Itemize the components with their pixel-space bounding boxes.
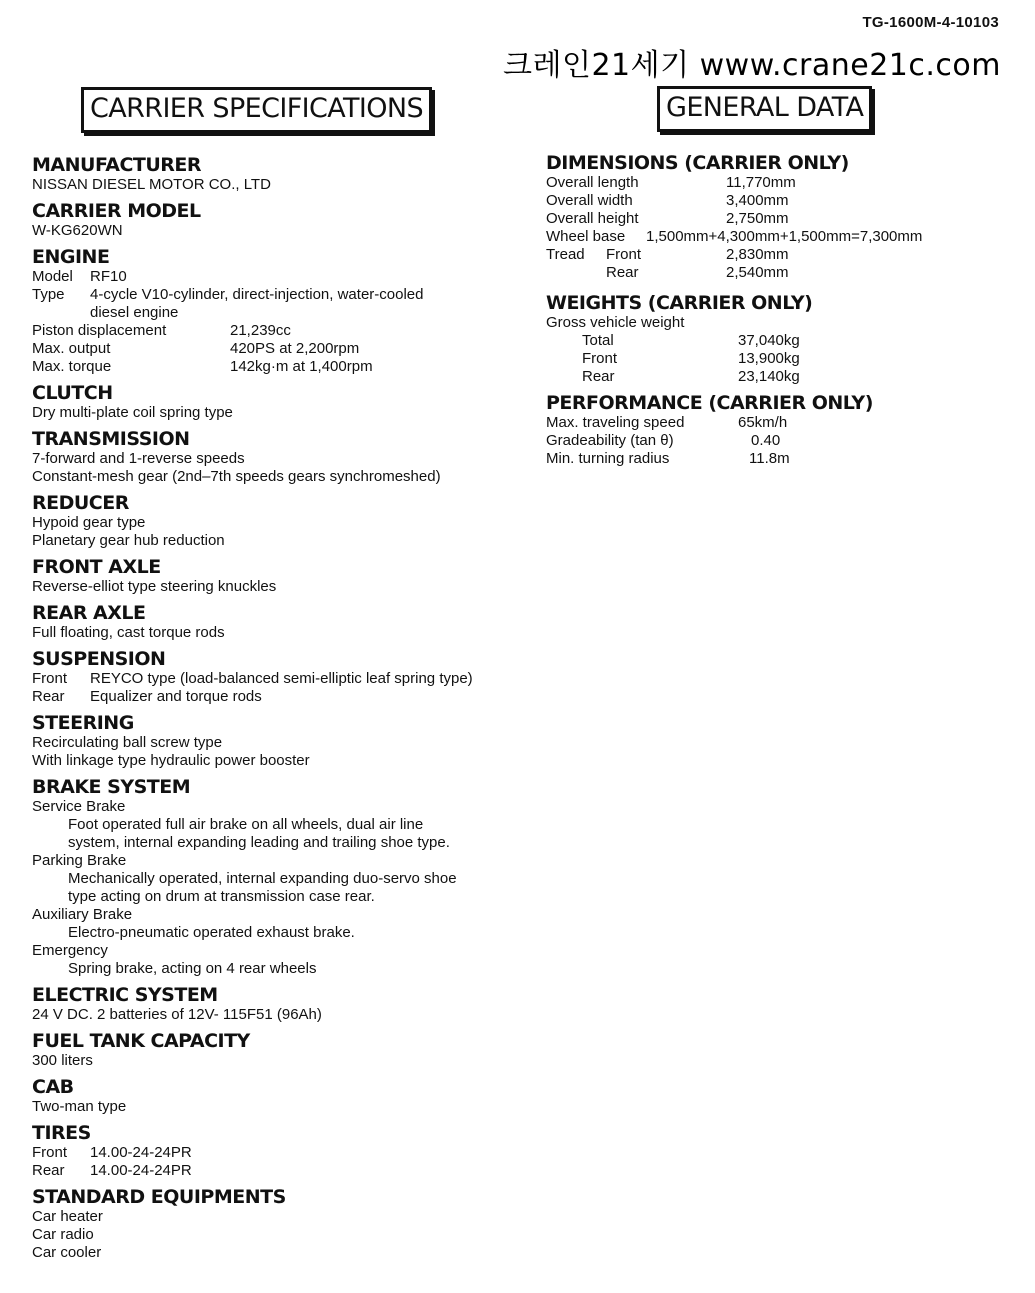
front-axle-heading: FRONT AXLE xyxy=(32,556,161,578)
overall-height-row xyxy=(546,210,1006,228)
piston-displacement-value: 21,239cc xyxy=(230,322,291,339)
suspension-front-label: Front xyxy=(32,670,68,687)
performance-heading: PERFORMANCE (CARRIER ONLY) xyxy=(546,392,873,414)
engine-heading: ENGINE xyxy=(32,246,110,268)
engine-type-label: Type xyxy=(32,286,65,303)
turning-radius-value: 11.8m xyxy=(749,450,790,467)
dimensions-heading: DIMENSIONS (CARRIER ONLY) xyxy=(546,152,849,174)
suspension-front-value: REYCO type (load-balanced semi-elliptic leaf spring type) xyxy=(90,670,473,687)
service-brake-value: Foot operated full air brake on all wheels, dual air line system, internal expanding leading and trailing shoe type. xyxy=(68,816,450,851)
weights-section xyxy=(546,292,1006,386)
weight-front-label: Front xyxy=(582,350,618,367)
rear-axle-heading: REAR AXLE xyxy=(32,602,146,624)
general-data-title: GENERAL DATA xyxy=(657,86,872,132)
reducer-line-2: Planetary gear hub reduction xyxy=(32,532,225,549)
engine-model-value: RF10 xyxy=(90,268,127,285)
tread-front-label: Front xyxy=(606,246,642,263)
tires-front-value: 14.00-24-24PR xyxy=(90,1144,192,1161)
carrier-model-section xyxy=(32,200,502,240)
reducer-line-1: Hypoid gear type xyxy=(32,514,146,531)
tires-rear-label: Rear xyxy=(32,1162,65,1179)
tires-front-label: Front xyxy=(32,1144,68,1161)
performance-section xyxy=(546,392,1006,468)
tires-heading: TIRES xyxy=(32,1122,91,1144)
cab-heading: CAB xyxy=(32,1076,74,1098)
website-watermark: 크레인21세기 www.crane21c.com xyxy=(503,48,1001,83)
cab-section xyxy=(32,1076,502,1116)
carrier-specifications-column xyxy=(32,154,502,1268)
carrier-model-heading: CARRIER MODEL xyxy=(32,200,201,222)
gradeability-label: Gradeability (tan θ) xyxy=(546,432,674,449)
overall-width-row xyxy=(546,192,1006,210)
auxiliary-brake-value: Electro-pneumatic operated exhaust brake. xyxy=(68,924,355,941)
tread-label: Tread xyxy=(546,246,585,263)
overall-length-row xyxy=(546,174,1006,192)
cab-value: Two-man type xyxy=(32,1098,127,1115)
weight-front-value: 13,900kg xyxy=(738,350,800,367)
tires-rear-row xyxy=(32,1162,502,1180)
brake-system-heading: BRAKE SYSTEM xyxy=(32,776,191,798)
piston-displacement-label: Piston displacement xyxy=(32,322,167,339)
suspension-heading: SUSPENSION xyxy=(32,648,166,670)
max-speed-row xyxy=(546,414,1006,432)
fuel-tank-value: 300 liters xyxy=(32,1052,93,1069)
engine-model-row xyxy=(32,268,502,286)
max-torque-value: 142kg·m at 1,400rpm xyxy=(230,358,373,375)
tread-front-value: 2,830mm xyxy=(726,246,789,263)
gradeability-value: 0.40 xyxy=(751,432,781,449)
clutch-value: Dry multi-plate coil spring type xyxy=(32,404,233,421)
dimensions-section xyxy=(546,152,1006,282)
rear-axle-value: Full floating, cast torque rods xyxy=(32,624,225,641)
electric-system-value: 24 V DC. 2 batteries of 12V- 115F51 (96Ah) xyxy=(32,1006,322,1023)
steering-heading: STEERING xyxy=(32,712,134,734)
front-axle-section xyxy=(32,556,502,596)
max-torque-label: Max. torque xyxy=(32,358,112,375)
carrier-specifications-title: CARRIER SPECIFICATIONS xyxy=(81,87,432,133)
weight-rear-value: 23,140kg xyxy=(738,368,800,385)
manufacturer-heading: MANUFACTURER xyxy=(32,154,202,176)
weight-total-value: 37,040kg xyxy=(738,332,800,349)
reducer-section xyxy=(32,492,502,550)
electric-system-section xyxy=(32,984,502,1024)
document-id: TG-1600M-4-10103 xyxy=(862,14,999,31)
tires-section xyxy=(32,1122,502,1180)
fuel-tank-heading: FUEL TANK CAPACITY xyxy=(32,1030,250,1052)
parking-brake-value: Mechanically operated, internal expanding duo-servo shoe type acting on drum at transmission case rear. xyxy=(68,870,457,905)
fuel-tank-section xyxy=(32,1030,502,1070)
turning-radius-row xyxy=(546,450,1006,468)
suspension-rear-row xyxy=(32,688,502,706)
steering-line-2: With linkage type hydraulic power booster xyxy=(32,752,310,769)
weight-total-row xyxy=(546,332,1006,350)
tires-rear-value: 14.00-24-24PR xyxy=(90,1162,192,1179)
standard-equipments-section xyxy=(32,1186,502,1262)
steering-section xyxy=(32,712,502,770)
manufacturer-value: NISSAN DIESEL MOTOR CO., LTD xyxy=(32,176,271,193)
overall-length-label: Overall length xyxy=(546,174,639,191)
suspension-rear-label: Rear xyxy=(32,688,65,705)
turning-radius-label: Min. turning radius xyxy=(546,450,670,467)
transmission-line-2: Constant-mesh gear (2nd–7th speeds gears synchromeshed) xyxy=(32,468,441,485)
wheel-base-value: 1,500mm+4,300mm+1,500mm=7,300mm xyxy=(646,228,923,245)
engine-section xyxy=(32,246,502,376)
suspension-section xyxy=(32,648,502,706)
overall-width-label: Overall width xyxy=(546,192,633,209)
max-speed-label: Max. traveling speed xyxy=(546,414,685,431)
steering-line-1: Recirculating ball screw type xyxy=(32,734,223,751)
suspension-rear-value: Equalizer and torque rods xyxy=(90,688,262,705)
transmission-line-1: 7-forward and 1-reverse speeds xyxy=(32,450,245,467)
carrier-model-value: W-KG620WN xyxy=(32,222,123,239)
weight-rear-row xyxy=(546,368,1006,386)
equipment-item: Car heater xyxy=(32,1208,103,1225)
transmission-section xyxy=(32,428,502,486)
reducer-heading: REDUCER xyxy=(32,492,129,514)
overall-height-value: 2,750mm xyxy=(726,210,789,227)
tread-rear-row xyxy=(546,264,1006,282)
emergency-brake-label: Emergency xyxy=(32,942,108,959)
engine-type-value: 4-cycle V10-cylinder, direct-injection, water-cooled xyxy=(90,286,424,303)
piston-displacement-row xyxy=(32,322,502,340)
clutch-section xyxy=(32,382,502,422)
suspension-front-row xyxy=(32,670,502,688)
service-brake-label: Service Brake xyxy=(32,798,126,815)
overall-length-value: 11,770mm xyxy=(726,174,796,191)
weight-rear-label: Rear xyxy=(582,368,615,385)
general-data-column xyxy=(546,152,1006,474)
weight-total-label: Total xyxy=(582,332,614,349)
overall-width-value: 3,400mm xyxy=(726,192,789,209)
parking-brake-label: Parking Brake xyxy=(32,852,127,869)
max-torque-row xyxy=(32,358,502,376)
gross-vehicle-weight-label: Gross vehicle weight xyxy=(546,314,685,331)
wheel-base-label: Wheel base xyxy=(546,228,626,245)
engine-type-row xyxy=(32,286,502,304)
max-output-row xyxy=(32,340,502,358)
weight-front-row xyxy=(546,350,1006,368)
tires-front-row xyxy=(32,1144,502,1162)
weights-heading: WEIGHTS (CARRIER ONLY) xyxy=(546,292,813,314)
clutch-heading: CLUTCH xyxy=(32,382,113,404)
tread-rear-label: Rear xyxy=(606,264,639,281)
emergency-brake-value: Spring brake, acting on 4 rear wheels xyxy=(68,960,317,977)
max-output-label: Max. output xyxy=(32,340,111,357)
engine-type-row-continued xyxy=(32,304,502,322)
front-axle-value: Reverse-elliot type steering knuckles xyxy=(32,578,277,595)
rear-axle-section xyxy=(32,602,502,642)
equipment-item: Car cooler xyxy=(32,1244,102,1261)
max-speed-value: 65km/h xyxy=(738,414,788,431)
gradeability-row xyxy=(546,432,1006,450)
manufacturer-section xyxy=(32,154,502,194)
auxiliary-brake-label: Auxiliary Brake xyxy=(32,906,133,923)
max-output-value: 420PS at 2,200rpm xyxy=(230,340,360,357)
engine-model-label: Model xyxy=(32,268,73,285)
equipment-item: Car radio xyxy=(32,1226,94,1243)
overall-height-label: Overall height xyxy=(546,210,639,227)
brake-system-section xyxy=(32,776,502,978)
engine-type-value-continued: diesel engine xyxy=(90,304,179,321)
transmission-heading: TRANSMISSION xyxy=(32,428,190,450)
electric-system-heading: ELECTRIC SYSTEM xyxy=(32,984,218,1006)
tread-front-row xyxy=(546,246,1006,264)
wheel-base-row xyxy=(546,228,1006,246)
standard-equipments-heading: STANDARD EQUIPMENTS xyxy=(32,1186,286,1208)
tread-rear-value: 2,540mm xyxy=(726,264,789,281)
